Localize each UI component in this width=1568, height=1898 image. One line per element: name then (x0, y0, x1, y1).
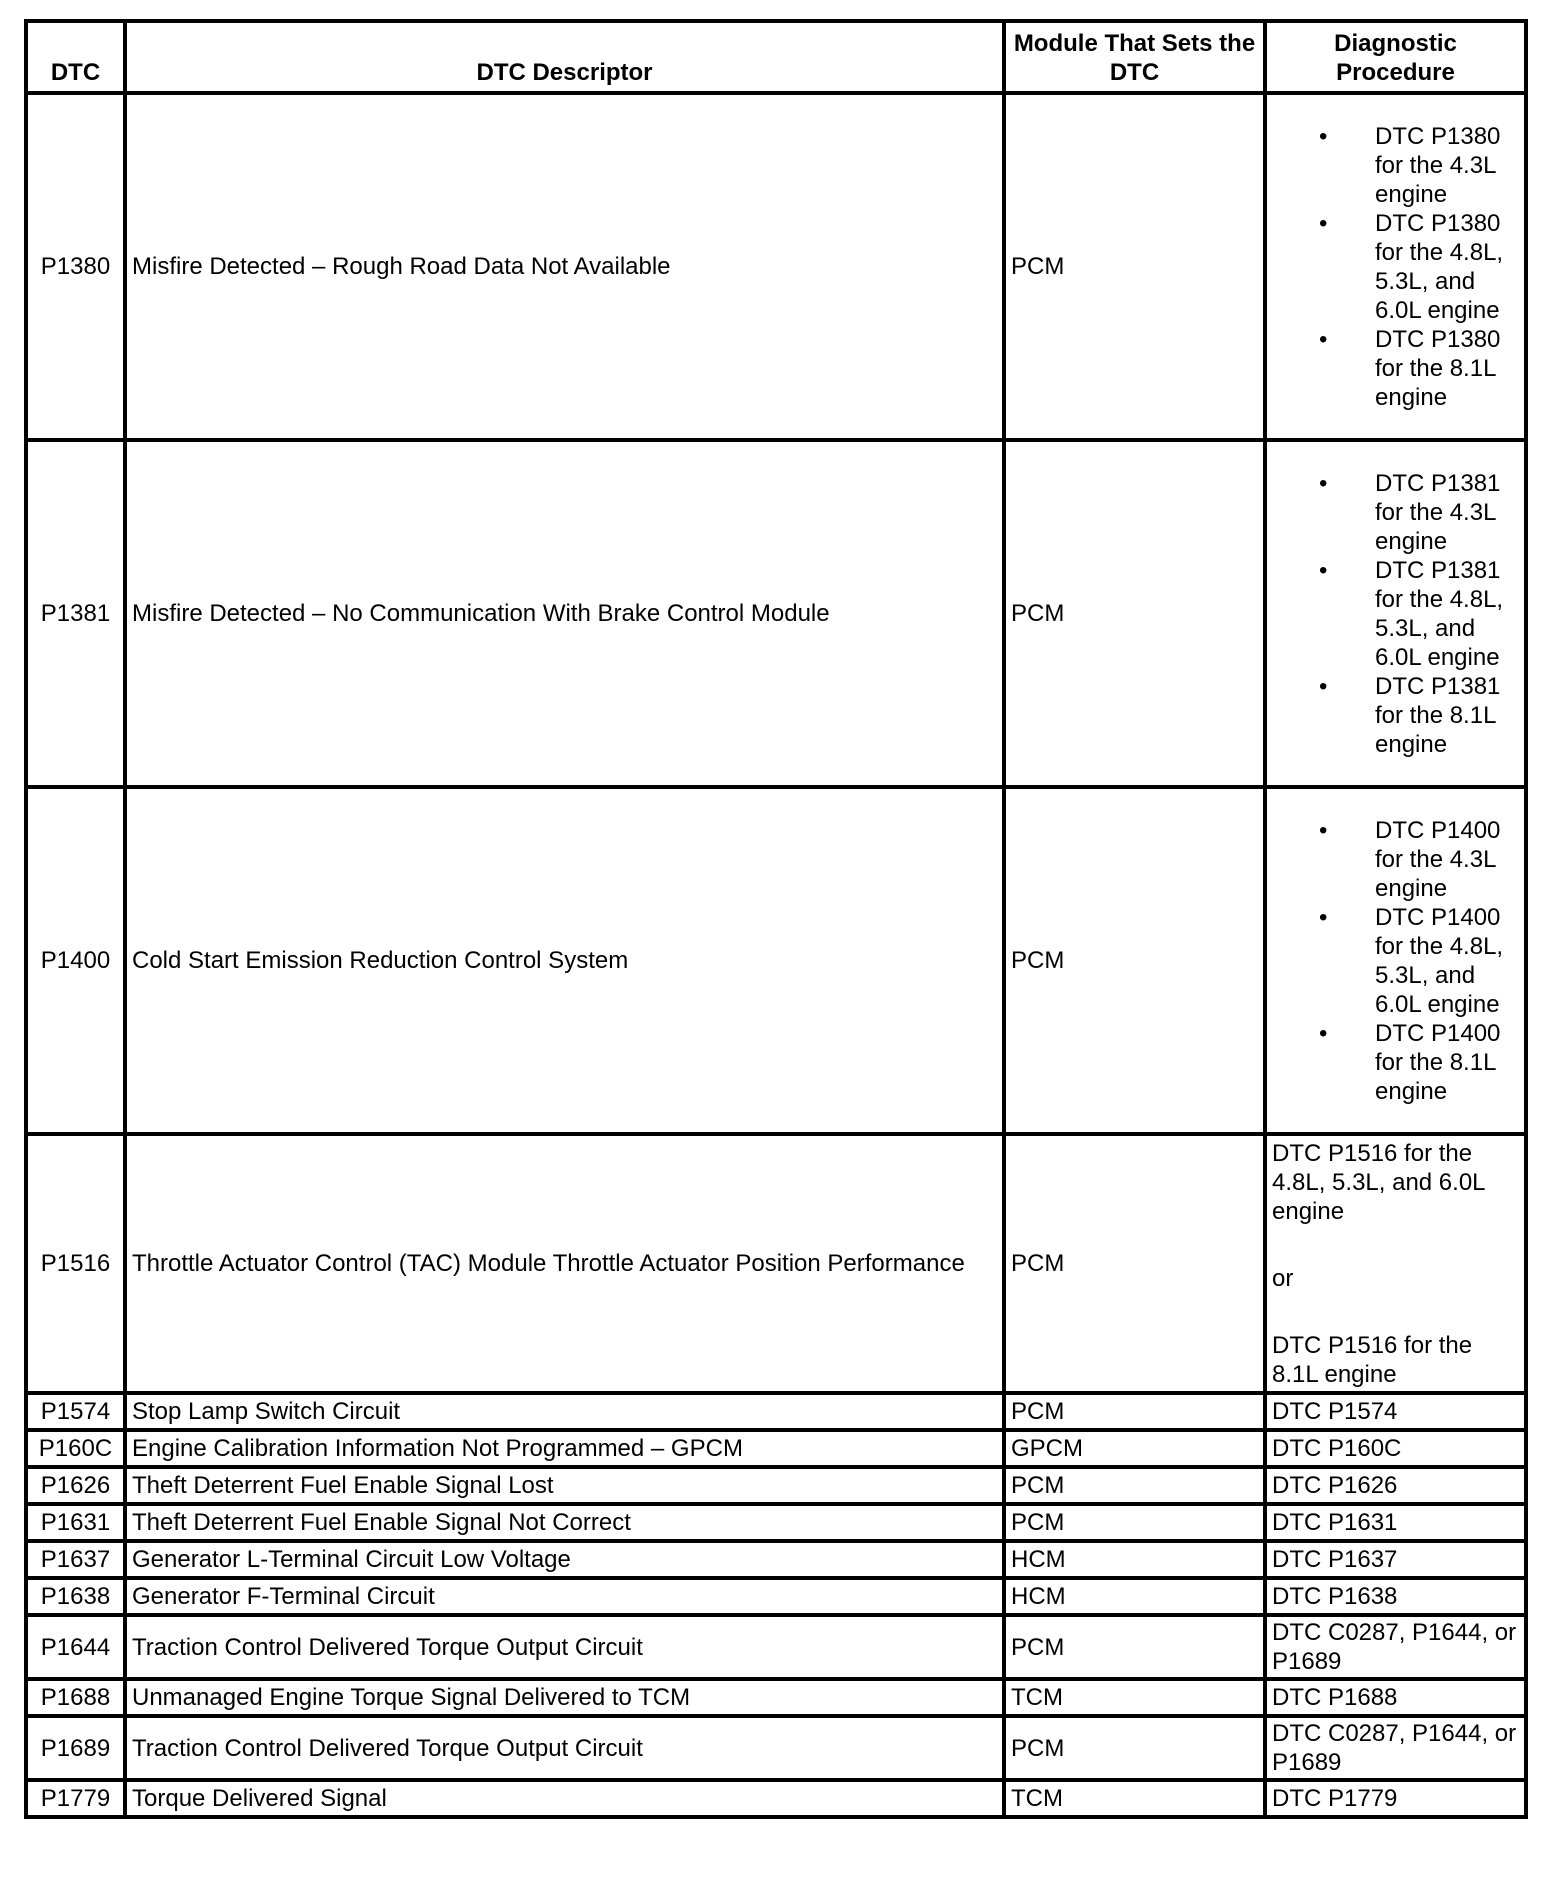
header-descriptor: DTC Descriptor (125, 21, 1004, 93)
table-row (26, 1780, 1526, 1817)
procedure-link[interactable]: • DTC P1381 for the 8.1L engine (1375, 672, 1519, 759)
module-name: GPCM (1004, 1430, 1265, 1467)
dtc-descriptor: Generator F-Terminal Circuit (125, 1578, 1004, 1615)
diagnostic-procedure (1265, 1134, 1526, 1393)
dtc-code: P1381 (26, 440, 125, 787)
module-name: HCM (1004, 1578, 1265, 1615)
table-row (26, 1393, 1526, 1430)
module-name: TCM (1004, 1679, 1265, 1716)
module-name: PCM (1004, 1716, 1265, 1780)
header-procedure: Diagnostic Procedure (1265, 21, 1526, 93)
module-name: PCM (1004, 1504, 1265, 1541)
procedure-link[interactable]: DTC P1638 (1265, 1578, 1526, 1615)
module-name: PCM (1004, 1615, 1265, 1679)
procedure-link[interactable]: • DTC P1380 for the 8.1L engine (1375, 325, 1519, 412)
procedure-list (1272, 816, 1519, 1106)
procedure-link[interactable]: DTC P1516 for the 4.8L, 5.3L, and 6.0L engine (1272, 1139, 1485, 1225)
dtc-descriptor: Traction Control Delivered Torque Output Circuit (125, 1615, 1004, 1679)
table-row (26, 440, 1526, 787)
procedure-link[interactable]: DTC P1637 (1265, 1541, 1526, 1578)
table-row (26, 1467, 1526, 1504)
dtc-table (24, 19, 1528, 1819)
table-row (26, 1615, 1526, 1679)
procedure-link[interactable]: • DTC P1380 for the 4.8L, 5.3L, and 6.0L engine (1375, 209, 1519, 325)
table-body (26, 93, 1526, 1817)
procedure-link[interactable]: DTC C0287, P1644, or P1689 (1265, 1615, 1526, 1679)
procedure-or: or (1272, 1264, 1294, 1292)
procedure-link[interactable]: DTC P160C (1265, 1430, 1526, 1467)
table-row (26, 1504, 1526, 1541)
diagnostic-procedure (1265, 440, 1526, 787)
procedure-link[interactable]: DTC P1779 (1265, 1780, 1526, 1817)
header-dtc: DTC (26, 21, 125, 93)
dtc-code: P1574 (26, 1393, 125, 1430)
table-row (26, 1134, 1526, 1393)
table-header (26, 21, 1526, 93)
dtc-code: P1626 (26, 1467, 125, 1504)
module-name: PCM (1004, 1467, 1265, 1504)
dtc-code: P1689 (26, 1716, 125, 1780)
dtc-code: P1688 (26, 1679, 125, 1716)
procedure-link[interactable]: DTC P1574 (1265, 1393, 1526, 1430)
table-row (26, 787, 1526, 1134)
procedure-link[interactable]: • DTC P1380 for the 4.3L engine (1375, 122, 1519, 209)
dtc-descriptor: Theft Deterrent Fuel Enable Signal Lost (125, 1467, 1004, 1504)
procedure-link[interactable]: DTC P1516 for the 8.1L engine (1272, 1331, 1473, 1388)
dtc-code: P1638 (26, 1578, 125, 1615)
table-row (26, 1679, 1526, 1716)
header-module: Module That Sets the DTC (1004, 21, 1265, 93)
module-name: PCM (1004, 787, 1265, 1134)
module-name: PCM (1004, 93, 1265, 440)
dtc-code: P160C (26, 1430, 125, 1467)
dtc-code: P1400 (26, 787, 125, 1134)
table-row (26, 1716, 1526, 1780)
dtc-code: P1380 (26, 93, 125, 440)
dtc-descriptor: Stop Lamp Switch Circuit (125, 1393, 1004, 1430)
procedure-link[interactable]: DTC P1688 (1265, 1679, 1526, 1716)
table-row (26, 1578, 1526, 1615)
header-row (26, 21, 1526, 93)
dtc-descriptor: Theft Deterrent Fuel Enable Signal Not Correct (125, 1504, 1004, 1541)
procedure-link[interactable]: DTC C0287, P1644, or P1689 (1265, 1716, 1526, 1780)
module-name: HCM (1004, 1541, 1265, 1578)
dtc-descriptor: Traction Control Delivered Torque Output Circuit (125, 1716, 1004, 1780)
dtc-descriptor: Misfire Detected – No Communication With Brake Control Module (125, 440, 1004, 787)
procedure-list (1272, 469, 1519, 759)
dtc-descriptor: Throttle Actuator Control (TAC) Module Throttle Actuator Position Performance (125, 1134, 1004, 1393)
dtc-descriptor: Generator L-Terminal Circuit Low Voltage (125, 1541, 1004, 1578)
procedure-link[interactable]: • DTC P1400 for the 8.1L engine (1375, 1019, 1519, 1106)
dtc-code: P1637 (26, 1541, 125, 1578)
procedure-link[interactable]: DTC P1631 (1265, 1504, 1526, 1541)
procedure-link[interactable]: DTC P1626 (1265, 1467, 1526, 1504)
dtc-descriptor: Misfire Detected – Rough Road Data Not Available (125, 93, 1004, 440)
diagnostic-procedure (1265, 93, 1526, 440)
dtc-code: P1631 (26, 1504, 125, 1541)
procedure-list (1272, 122, 1519, 412)
dtc-descriptor: Unmanaged Engine Torque Signal Delivered to TCM (125, 1679, 1004, 1716)
dtc-code: P1779 (26, 1780, 125, 1817)
module-name: PCM (1004, 1134, 1265, 1393)
dtc-descriptor: Torque Delivered Signal (125, 1780, 1004, 1817)
module-name: PCM (1004, 1393, 1265, 1430)
table-row (26, 1541, 1526, 1578)
dtc-code: P1644 (26, 1615, 125, 1679)
procedure-link[interactable]: • DTC P1381 for the 4.3L engine (1375, 469, 1519, 556)
table-row (26, 1430, 1526, 1467)
dtc-descriptor: Cold Start Emission Reduction Control System (125, 787, 1004, 1134)
diagnostic-procedure (1265, 787, 1526, 1134)
module-name: PCM (1004, 440, 1265, 787)
procedure-link[interactable]: • DTC P1400 for the 4.3L engine (1375, 816, 1519, 903)
table-row (26, 93, 1526, 440)
dtc-descriptor: Engine Calibration Information Not Programmed – GPCM (125, 1430, 1004, 1467)
procedure-link[interactable]: • DTC P1381 for the 4.8L, 5.3L, and 6.0L engine (1375, 556, 1519, 672)
module-name: TCM (1004, 1780, 1265, 1817)
procedure-link[interactable]: • DTC P1400 for the 4.8L, 5.3L, and 6.0L engine (1375, 903, 1519, 1019)
dtc-code: P1516 (26, 1134, 125, 1393)
